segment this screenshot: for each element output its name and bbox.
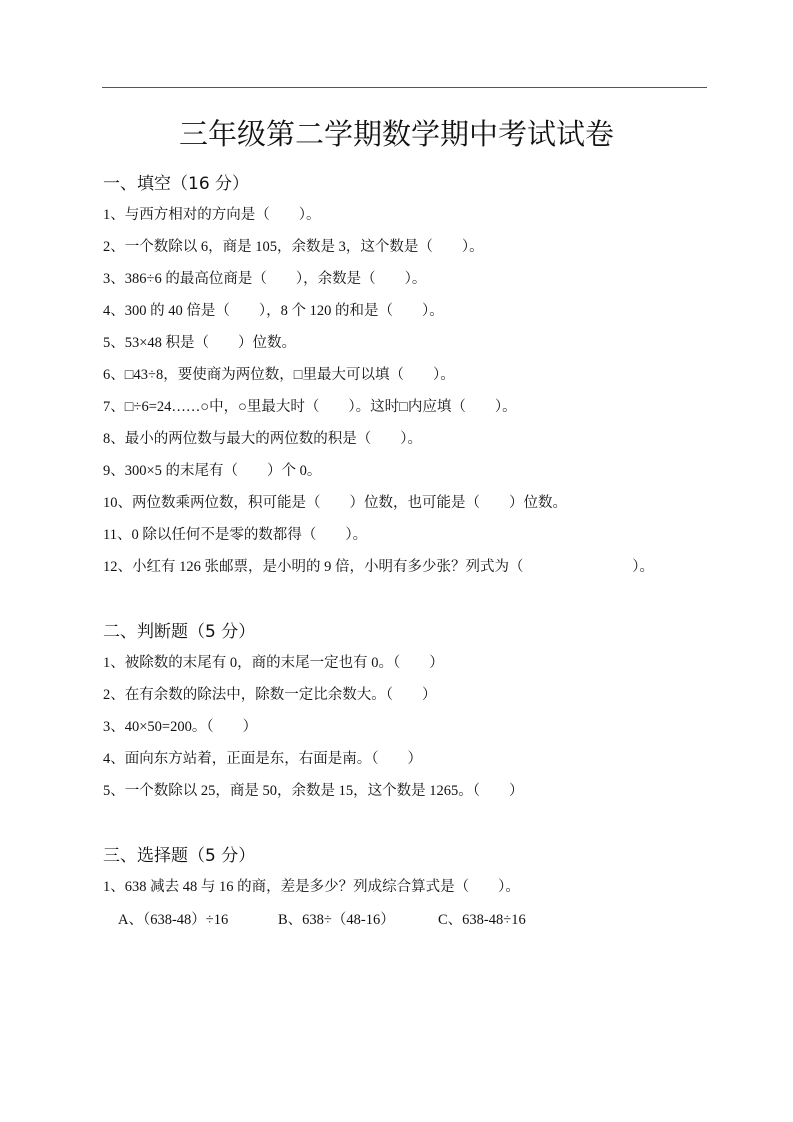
question-1-8: 8、最小的两位数与最大的两位数的积是（ ）。 <box>103 431 422 447</box>
section-heading-multiple-choice: 三、选择题（5 分） <box>103 846 256 866</box>
section-heading-fill-blank: 一、填空（16 分） <box>103 174 250 194</box>
question-2-2: 2、在有余数的除法中，除数一定比余数大。（ ） <box>103 687 437 703</box>
question-1-2: 2、一个数除以 6，商是 105，余数是 3，这个数是（ ）。 <box>103 239 484 255</box>
question-1-6: 6、□43÷8，要使商为两位数，□里最大可以填（ ）。 <box>103 367 455 383</box>
question-1-9: 9、300×5 的末尾有（ ）个 0。 <box>103 463 322 479</box>
question-1-7: 7、□÷6=24……○中，○里最大时（ ）。这时□内应填（ ）。 <box>103 399 517 415</box>
question-1-12: 12、小红有 126 张邮票，是小明的 9 倍，小明有多少张？列式为（ ）。 <box>103 559 654 575</box>
question-1-1: 1、与西方相对的方向是（ ）。 <box>103 207 321 223</box>
option-a: A、（638-48）÷16 <box>118 912 229 928</box>
question-2-3: 3、40×50=200。（ ） <box>103 719 258 735</box>
question-1-11: 11、0 除以任何不是零的数都得（ ）。 <box>103 527 368 543</box>
question-1-3: 3、386÷6 的最高位商是（ ），余数是（ ）。 <box>103 271 427 287</box>
question-2-5: 5、一个数除以 25，商是 50，余数是 15，这个数是 1265。（ ） <box>103 783 524 799</box>
header-rule <box>102 87 707 88</box>
option-c: C、638-48÷16 <box>438 912 526 928</box>
question-1-4: 4、300 的 40 倍是（ ），8 个 120 的和是（ ）。 <box>103 303 444 319</box>
question-2-1: 1、被除数的末尾有 0，商的末尾一定也有 0。（ ） <box>103 655 444 671</box>
option-b: B、638÷（48-16） <box>278 912 395 928</box>
question-1-10: 10、两位数乘两位数，积可能是（ ）位数，也可能是（ ）位数。 <box>103 495 567 511</box>
question-1-5: 5、53×48 积是（ ）位数。 <box>103 335 297 351</box>
page-title: 三年级第二学期数学期中考试试卷 <box>178 117 614 151</box>
question-3-1: 1、638 减去 48 与 16 的商，差是多少？列成综合算式是（ ）。 <box>103 879 520 895</box>
question-2-4: 4、面向东方站着，正面是东，右面是南。（ ） <box>103 751 422 767</box>
section-heading-true-false: 二、判断题（5 分） <box>103 622 256 642</box>
